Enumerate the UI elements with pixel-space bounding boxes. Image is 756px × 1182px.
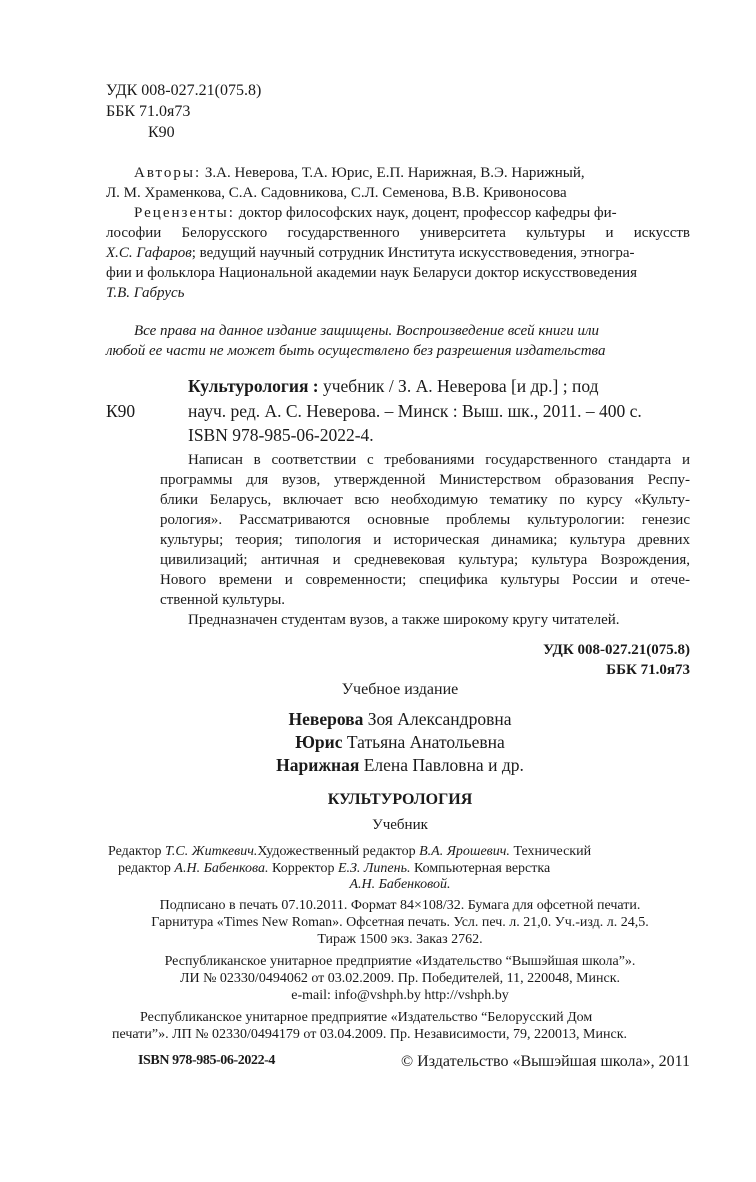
- reviewers-text-3: ; ведущий научный сотрудник Института искусствоведения, этногра-: [191, 245, 635, 261]
- credits-layout-label: Компьютерная верстка: [410, 861, 551, 876]
- bib-line-2: науч. ред. А. С. Неверова. – Минск : Выш. шк., 2011. – 400 с.: [188, 401, 642, 421]
- credits-tech-editor: А.Н. Бабенкова.: [174, 861, 269, 876]
- bib-line-1: [188, 375, 693, 397]
- credits-line-1: [108, 843, 688, 861]
- udk-code-right: УДК 008-027.21(075.8): [543, 642, 690, 658]
- bib-mark: К90: [106, 401, 136, 421]
- book-title: КУЛЬТУРОЛОГИЯ: [327, 791, 473, 808]
- printer-line-1: Республиканское унитарное предприятие «Издательство “Белорусский Дом: [140, 1010, 593, 1025]
- printing-line-2: Гарнитура «Times New Roman». Офсетная печать. Усл. печ. л. 21,0. Уч.-изд. л. 24,5.: [151, 915, 649, 930]
- publisher-line-1: Республиканское унитарное предприятие «Издательство “Вышэйшая школа”».: [164, 954, 636, 969]
- book-subtitle: Учебник: [372, 817, 428, 833]
- annotation-line-5: культуры; теория; типология и историческая динамика; культура древних: [160, 532, 690, 548]
- udk-code: УДК 008-027.21(075.8): [106, 82, 262, 99]
- annotation-line-7: Нового времени и современности; специфика культуры России и отече-: [160, 572, 690, 588]
- reviewers-line-2: лософии Белорусского государственного университета культуры и искусств: [106, 225, 690, 241]
- credits-art-editor: В.А. Ярошевич.: [419, 844, 510, 859]
- bib-line-1-rest: учебник / З. А. Неверова [и др.] ; под: [322, 376, 599, 396]
- author-mark: К90: [148, 124, 175, 141]
- author-given-3: Елена Павловна и др.: [363, 755, 524, 775]
- annotation-line-6: цивилизаций; античная и средневековая культура; культура Возрождения,: [160, 552, 690, 568]
- annotation-line-1: Написан в соответствии с требованиями государственного стандарта и: [188, 452, 690, 468]
- annotation-line-8: ственной культуры.: [160, 592, 286, 608]
- reviewers-line-4: фии и фольклора Национальной академии наук Беларуси доктор искусствоведения: [106, 265, 638, 281]
- credits-editor: Т.С. Житкевич.: [165, 844, 258, 859]
- credits-editor-label: Редактор: [108, 844, 166, 859]
- reviewer-name-2: Т.В. Габрусь: [106, 285, 185, 301]
- footer-copyright: © Издательство «Вышэйшая школа», 2011: [401, 1053, 690, 1070]
- author-given-2: Татьяна Анатольевна: [346, 732, 505, 752]
- bbk-code-right: ББК 71.0я73: [606, 662, 690, 678]
- book-title-bib: Культурология :: [188, 376, 319, 396]
- authors-names-1: З.А. Неверова, Т.А. Юрис, Е.П. Нарижная, В.Э. Нарижный,: [204, 165, 585, 181]
- annotation-line-3: блики Беларусь, включает всю необходимую тематику по курсу «Культу-: [160, 492, 690, 508]
- credits-tech-label: Технический: [509, 844, 592, 859]
- credits-proofreader: Е.З. Липень.: [337, 861, 411, 876]
- publisher-line-2: ЛИ № 02330/0494062 от 03.02.2009. Пр. Победителей, 11, 220048, Минск.: [179, 971, 621, 986]
- credits-tech-label-2: редактор: [118, 861, 175, 876]
- credits-proof-label: Корректор: [268, 861, 338, 876]
- annotation-line-2: программы для вузов, утвержденной Министерством образования Респу-: [160, 472, 690, 488]
- credits-art-label: Художественный редактор: [257, 844, 420, 859]
- rights-line-1: Все права на данное издание защищены. Воспроизведение всей книги или: [134, 323, 600, 339]
- rights-line-2: любой ее части не может быть осуществлено без разрешения издательства: [106, 343, 606, 359]
- annotation-line-4: рология». Рассматриваются основные проблемы культурологии: генезис: [160, 512, 690, 528]
- authors-label: Авторы:: [134, 165, 202, 181]
- author-surname-1: Неверова: [288, 709, 364, 729]
- reviewer-name-1: Х.С. Гафаров: [106, 245, 192, 261]
- reviewers-line-1: [134, 203, 690, 223]
- authors-line-2: Л. М. Храменкова, С.А. Садовникова, С.Л. Семенова, В.В. Кривоносова: [106, 185, 567, 201]
- printing-line-3: Тираж 1500 экз. Заказ 2762.: [317, 932, 483, 947]
- reviewers-text-1: доктор философских наук, доцент, профессор кафедры фи-: [238, 205, 617, 221]
- author-given-1: Зоя Александровна: [367, 709, 512, 729]
- printer-line-2: печати”». ЛП № 02330/0494179 от 03.04.2009. Пр. Независимости, 79, 220013, Минск.: [112, 1027, 627, 1042]
- credits-layout: А.Н. Бабенковой.: [349, 877, 451, 892]
- authors-line-1: [134, 163, 690, 183]
- bib-isbn: ISBN 978-985-06-2022-4.: [188, 425, 374, 445]
- publisher-contacts: e-mail: info@vshph.by http://vshph.by: [291, 988, 509, 1003]
- author-name-1: [100, 708, 700, 730]
- footer-isbn: ISBN 978-985-06-2022-4: [138, 1053, 276, 1068]
- author-name-3: [100, 754, 700, 776]
- bbk-code: ББК 71.0я73: [106, 103, 191, 120]
- printing-line-1: Подписано в печать 07.10.2011. Формат 84×108/32. Бумага для офсетной печати.: [159, 898, 641, 913]
- reviewers-label: Рецензенты:: [134, 205, 235, 221]
- author-name-2: [100, 731, 700, 753]
- author-surname-3: Нарижная: [276, 755, 360, 775]
- author-surname-2: Юрис: [295, 732, 343, 752]
- reviewers-line-3: [106, 243, 692, 263]
- edition-type: Учебное издание: [341, 681, 459, 698]
- annotation-audience: Предназначен студентам вузов, а также широкому кругу читателей.: [188, 612, 620, 628]
